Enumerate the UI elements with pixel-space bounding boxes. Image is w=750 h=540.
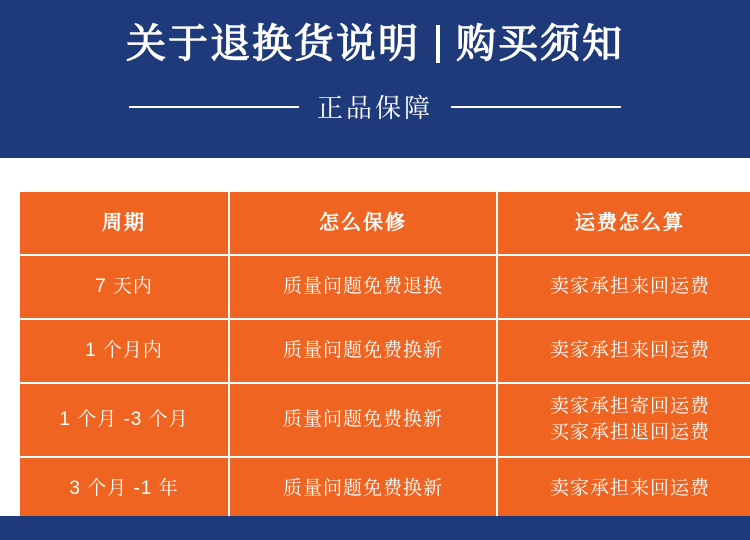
- page-subtitle: 正品保障: [316, 93, 433, 123]
- cell-shipping: [497, 319, 750, 383]
- cell-warranty: 质量问题免费换新: [229, 457, 497, 521]
- cell-shipping-line: 买家承担退回运费: [549, 422, 710, 443]
- cell-period: 1 个月 -3 个月: [19, 383, 229, 457]
- cell-shipping-line: 卖家承担来回运费: [549, 478, 710, 500]
- rule-left: [129, 106, 299, 108]
- cell-period: 1 个月内: [19, 319, 229, 383]
- rule-right: [451, 106, 621, 108]
- title-right-text: 购买须知: [456, 22, 624, 66]
- footer-bar: [0, 516, 750, 540]
- table-row: [19, 383, 750, 457]
- page-title: [126, 22, 624, 66]
- header-banner: [0, 0, 750, 158]
- table-row: [19, 457, 750, 521]
- policy-table: [18, 190, 750, 522]
- cell-shipping: [497, 255, 750, 319]
- cell-shipping-line: 卖家承担寄回运费: [549, 396, 710, 418]
- header-cell-period: 周期: [19, 191, 229, 255]
- cell-warranty: 质量问题免费换新: [229, 383, 497, 457]
- policy-table-wrapper: [18, 190, 732, 522]
- cell-period: 3 个月 -1 年: [19, 457, 229, 521]
- title-left-text: 关于退换货说明: [126, 22, 420, 66]
- cell-warranty: 质量问题免费换新: [229, 319, 497, 383]
- cell-period: 7 天内: [19, 255, 229, 319]
- title-divider: [436, 25, 440, 63]
- header-cell-warranty: 怎么保修: [229, 191, 497, 255]
- table-row: [19, 255, 750, 319]
- table-row: [19, 319, 750, 383]
- subtitle-row: [0, 88, 750, 125]
- cell-shipping-line: 卖家承担来回运费: [549, 276, 710, 298]
- cell-warranty: 质量问题免费退换: [229, 255, 497, 319]
- table-header-row: [19, 191, 750, 255]
- cell-shipping-line: 卖家承担来回运费: [549, 340, 710, 362]
- cell-shipping: [497, 383, 750, 457]
- header-cell-shipping: 运费怎么算: [497, 191, 750, 255]
- cell-shipping: [497, 457, 750, 521]
